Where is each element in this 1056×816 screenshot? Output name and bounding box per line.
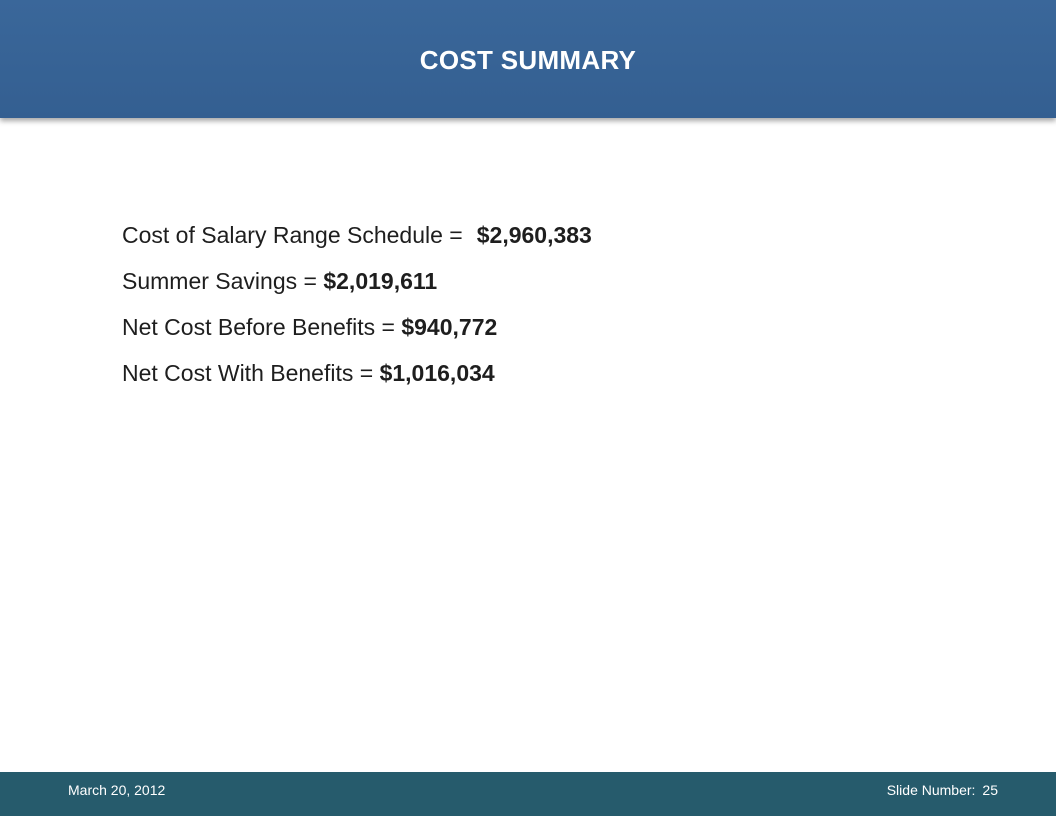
cost-summary-list (122, 212, 592, 396)
net-cost-before-benefits-label: Net Cost Before Benefits = (122, 314, 402, 340)
footer-date: March 20, 2012 (68, 782, 166, 798)
net-cost-before-benefits-line (122, 304, 592, 350)
net-cost-with-benefits-value: $1,016,034 (379, 360, 495, 386)
slide-number (887, 781, 998, 799)
summer-savings-line (122, 258, 592, 304)
salary-range-cost-line (122, 212, 592, 258)
summer-savings-label: Summer Savings = (122, 268, 324, 294)
net-cost-with-benefits-line (122, 350, 592, 396)
summer-savings-value: $2,019,611 (323, 268, 438, 294)
salary-range-cost-value: $2,960,383 (476, 222, 592, 248)
salary-range-cost-label: Cost of Salary Range Schedule = (122, 222, 463, 248)
slide-number-value: 25 (982, 782, 998, 798)
slide-number-label: Slide Number: (886, 782, 976, 798)
footer-band (0, 772, 1056, 816)
net-cost-before-benefits-value: $940,772 (401, 314, 498, 340)
header-band (0, 0, 1056, 118)
net-cost-with-benefits-label: Net Cost With Benefits = (122, 360, 380, 386)
slide-title: COST SUMMARY (419, 45, 637, 75)
